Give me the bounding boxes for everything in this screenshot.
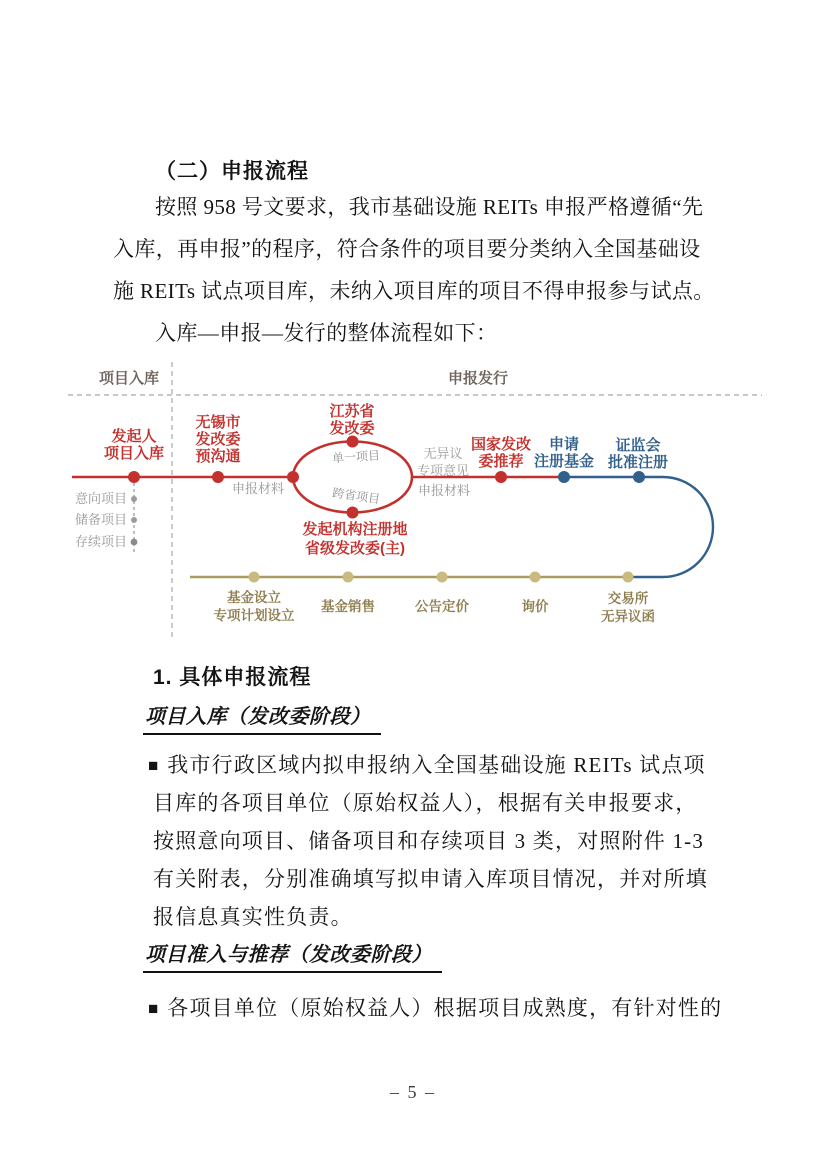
inquiry-label: 询价 [521, 599, 549, 614]
project-type-dot [131, 496, 137, 502]
register-label: 省级发改委(主) [305, 540, 405, 557]
page-number: – 5 – [390, 1082, 436, 1102]
stage-heading-text: 项目准入与推荐（发改委阶段） [143, 944, 442, 973]
jiangsu-label: 江苏省 [329, 403, 375, 420]
fund-setup-node-dot [249, 572, 260, 583]
project-type-label: 意向项目 [74, 491, 127, 506]
paragraph-line: 施 REITs 试点项目库，未纳入项目库的项目不得申报参与试点。 [113, 279, 715, 303]
no-objection-annotation: 专项意见 [416, 463, 470, 478]
csrc-track-line [564, 477, 713, 577]
csrc-node-dot [633, 471, 645, 483]
bullet-item-line: 报信息真实性负责。 [153, 905, 353, 929]
bullet-item-line: 有关附表，分别准确填写拟申请入库项目情况，并对所填 [153, 867, 708, 891]
fund-setup-label: 专项计划设立 [213, 608, 295, 623]
paragraph-line: 入库，再申报”的程序，符合条件的项目要分类纳入全国基础设 [113, 237, 701, 261]
stage-heading-text: 项目入库（发改委阶段） [143, 706, 381, 735]
ndrc-label: 委推荐 [478, 453, 524, 470]
fund-sale-label: 基金销售 [321, 599, 375, 614]
section-label-left: 项目入库 [98, 370, 160, 387]
bullet-item-line [148, 995, 722, 1022]
bullet-item-line [148, 752, 706, 779]
reits-process-flowchart [60, 352, 770, 647]
bullet-square-icon: ■ [148, 756, 159, 775]
flowchart-svg [60, 352, 770, 642]
fund-sale-node-dot [343, 572, 354, 583]
section-heading: （二）申报流程 [155, 160, 309, 183]
subsection-title: 1. 具体申报流程 [153, 666, 312, 689]
fund-setup-label: 基金设立 [227, 590, 281, 605]
register-label: 发起机构注册地 [302, 521, 408, 538]
ndrc-label: 国家发改 [470, 436, 532, 453]
jiangsu-node-dot [347, 436, 359, 448]
bullet-text: 我市行政区域内拟申报纳入全国基础设施 REITs 试点项 [167, 753, 706, 777]
sponsor-label: 发起人 [111, 428, 157, 445]
project-type-label: 存续项目 [74, 534, 127, 549]
wuxi-label: 发改委 [195, 431, 241, 448]
bullet-item-line: 目库的各项目单位（原始权益人），根据有关申报要求， [153, 791, 698, 815]
fund-apply-label: 申请 [548, 436, 580, 453]
branch-junction-dot [287, 471, 299, 483]
exchange-label: 无异议函 [601, 609, 655, 624]
no-objection-annotation: 无异议 [423, 446, 463, 461]
section-label-right: 申报发行 [447, 370, 509, 387]
jiangsu-label: 发改委 [329, 420, 375, 437]
branch-single-label: 单一项目 [331, 448, 381, 466]
fund-apply-label: 注册基金 [533, 453, 595, 470]
sponsor-node-dot [128, 471, 140, 483]
ndrc-node-dot [495, 471, 507, 483]
materials-annotation-right: 申报材料 [417, 483, 471, 498]
materials-annotation-left: 申报材料 [231, 481, 285, 496]
fund-apply-node-dot [558, 471, 570, 483]
wuxi-label: 无锡市 [195, 414, 241, 431]
pricing-label: 公告定价 [415, 599, 469, 614]
csrc-label: 批准注册 [607, 454, 669, 471]
bullet-square-icon: ■ [148, 999, 159, 1018]
paragraph-line: 按照 958 号文要求，我市基础设施 REITs 申报严格遵循“先 [155, 195, 704, 219]
paragraph-line: 入库—申报—发行的整体流程如下： [155, 321, 498, 345]
sponsor-label: 项目入库 [103, 445, 165, 462]
stage-heading-recommend [143, 941, 442, 968]
stage-heading-intake [143, 703, 381, 730]
project-type-dot [131, 539, 138, 546]
csrc-label: 证监会 [615, 437, 661, 454]
wuxi-label: 预沟通 [195, 448, 241, 465]
pricing-node-dot [437, 572, 448, 583]
project-type-label: 储备项目 [74, 512, 127, 527]
wuxi-node-dot [212, 471, 224, 483]
project-type-dot [131, 517, 137, 523]
bullet-text: 各项目单位（原始权益人）根据项目成熟度，有针对性的 [167, 996, 723, 1020]
register-node-dot [347, 507, 359, 519]
branch-cross-label: 跨省项目 [331, 485, 381, 507]
exchange-label: 交易所 [607, 591, 649, 606]
exchange-node-dot [623, 572, 634, 583]
inquiry-node-dot [530, 572, 541, 583]
bullet-item-line: 按照意向项目、储备项目和存续项目 3 类，对照附件 1-3 [153, 829, 705, 853]
